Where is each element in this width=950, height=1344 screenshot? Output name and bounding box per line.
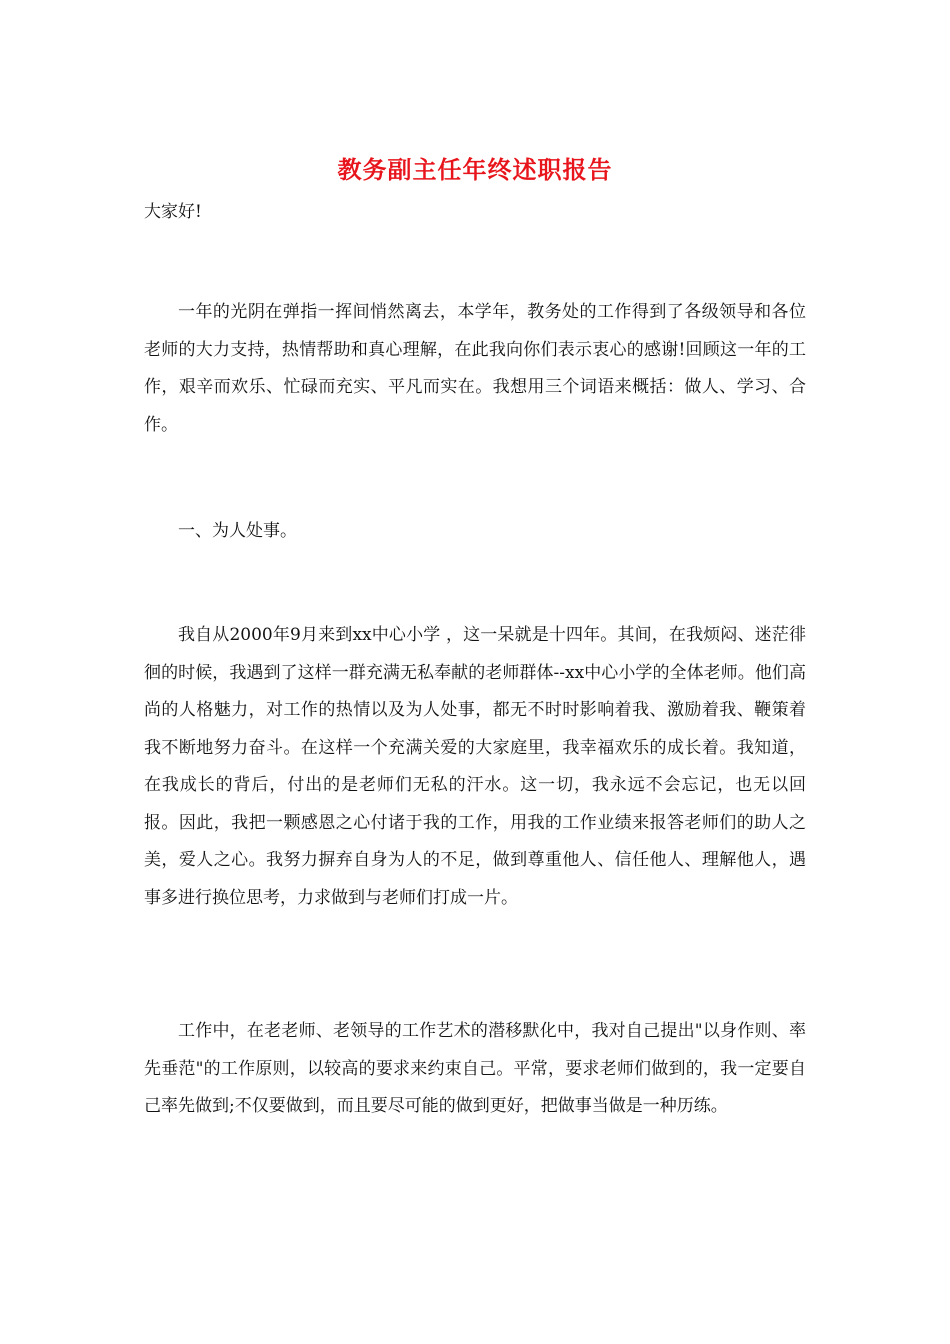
paragraph-intro: 一年的光阴在弹指一挥间悄然离去，本学年，教务处的工作得到了各级领导和各位老师的大力支持，热情帮助和真心理解，在此我向你们表示衷心的感谢!回顾这一年的工作，艰辛而欢乐、忙碌而充实、平凡而实在。我想用三个词语来概括：做人、学习、合作。	[144, 302, 806, 435]
paragraph-work-principles: 工作中，在老老师、老领导的工作艺术的潜移默化中，我对自己提出"以身作则、率先垂范"的工作原则，以较高的要求来约束自己。平常，要求老师们做到的，我一定要自己率先做到;不仅要做到，而且要尽可能的做到更好，把做事当做是一种历练。	[144, 1021, 806, 1116]
document-title: 教务副主任年终述职报告	[337, 155, 613, 184]
paragraph-experience: 我自从2000年9月来到xx中心小学 ，这一呆就是十四年。其间，在我烦闷、迷茫徘徊的时候，我遇到了这样一群充满无私奉献的老师群体--xx中心小学的全体老师。他们高尚的人格魅力，对工作的热情以及为人处事，都无不时时影响着我、激励着我、鞭策着我不断地努力奋斗。在这样一个充满关爱的大家庭里，我幸福欢乐的成长着。我知道，在我成长的背后，付出的是老师们无私的汗水。这一切，我永远不会忘记，也无以回报。因此，我把一颗感恩之心付诸于我的工作，用我的工作业绩来报答老师们的助人之美，爱人之心。我努力摒弃自身为人的不足，做到尊重他人、信任他人、理解他人，遇事多进行换位思考，力求做到与老师们打成一片。	[144, 625, 806, 908]
greeting-line: 大家好!	[144, 202, 202, 222]
section-heading-conduct: 一、为人处事。	[178, 521, 297, 541]
